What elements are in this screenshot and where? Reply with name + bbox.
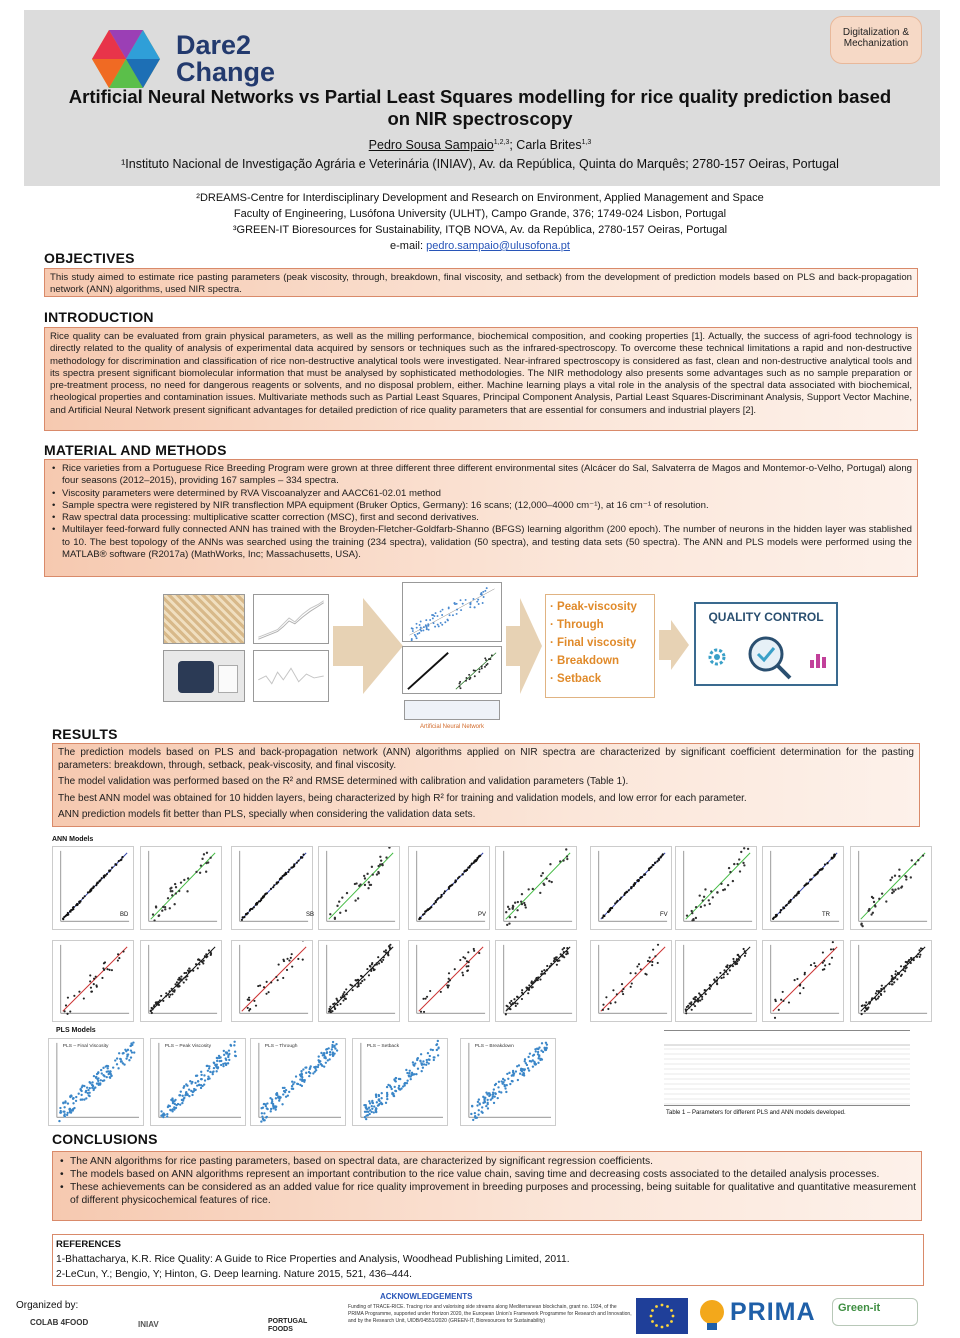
logo-wordmark: Dare2 Change bbox=[176, 30, 276, 87]
objectives-heading: OBJECTIVES bbox=[44, 250, 135, 266]
ann-scatter-top bbox=[402, 582, 502, 642]
ann-architecture-image bbox=[404, 700, 500, 720]
colab4food-logo: COLAB 4FOOD bbox=[30, 1318, 89, 1327]
reference-item: 2-LeCun, Y.; Bengio, Y; Hinton, G. Deep learning. Nature 2015, 521, 436–444. bbox=[56, 1269, 412, 1280]
parameter-item: · Setback bbox=[550, 673, 602, 685]
parameter-item: · Breakdown bbox=[550, 655, 620, 667]
ann-panel-tag: FV bbox=[660, 912, 668, 918]
gear-icon bbox=[706, 646, 728, 668]
svg-text:PLS – Final Viscosity: PLS – Final Viscosity bbox=[62, 1043, 109, 1049]
processed-spectra-plot bbox=[253, 650, 329, 702]
rice-grains-photo bbox=[163, 594, 245, 644]
parameter-item: · Peak-viscosity bbox=[550, 601, 637, 613]
introduction-box: Rice quality can be evaluated from grain physical parameters, as well as the milling performance, biochemical composition, and cooking properties [1]. Actually, the success of agri-food technology is directly related to the quality of analysis of experimental data acquired by sensors or techniques such as the infrared-spectroscopy. To overcome these technical limitations a rapid and non-destructive methodology for discrimination and classification of rice non-destructive analytical tools were investigated. Near-infrared spectroscopy is considered as fast, clean and non-destructive analytical tools and its spectra present significant biomolecular information that must be analysed by sophisticated methodologies. The NIR methodology also presents some advantages such as no sample preparation or pre-treatment process, no need for dangerous reagents or solvents, and no disposal problem, either. Machine learning plays a vital role in the analysis of the spectral data associated with biochemical, rheological properties and contamination issues. Multivariate methods such as Partial Least Squares, Principal Component Analysis, Partial Least Squares-Discriminant Analysis, Support Vector Machine, and Artificial Neural Network present significant advantages for detailed prediction of rice quality parameters that are essential for consumers and industrial players [2]. bbox=[44, 327, 918, 431]
flow-arrow-3-body bbox=[659, 630, 671, 660]
ann-test-plot bbox=[762, 940, 844, 1022]
methods-box bbox=[44, 459, 918, 577]
ann-training-plot bbox=[231, 846, 313, 930]
methods-item: • Multilayer feed-forward fully connected ANN has trained with the Broyden-Fletcher-Goldfarb-Shanno (BFGS) learning algorithm (200 epoch). The number of neurons in the hidden layer was stablished to 10. The best topology of the ANNs was searched using the training (234 spectra), validation (50 spectra), and testing data sets (50 spectra). The ANN and PLS models were performed using the MATLAB® software (R2017a) (MathWorks, Inc; Massachusetts, USA). bbox=[50, 524, 912, 561]
svg-text:PLS – Setback: PLS – Setback bbox=[366, 1043, 400, 1049]
methods-item: • Sample spectra were registered by NIR transflection MPA equipment (Bruker Optics, Germany): 16 scans; (12,000–4000 cm⁻¹), at 16 cm⁻¹ of resolution. bbox=[50, 500, 912, 512]
flow-arrow-2-body bbox=[506, 626, 520, 666]
quality-control-card: QUALITY CONTROL bbox=[694, 602, 838, 686]
conclusions-heading: CONCLUSIONS bbox=[52, 1131, 158, 1147]
acknowledgements-text: Funding of TRACE-RICE. Tracing rice and valorising side streams along Mediterranean blockchain, grant no. 1934, of the PRIMA Programme, supported under Horizon 2020, the European Union's Framework Programme for Research and Innovation, and by the Research Unit, UIDB/04551/2020 (GREEN-IT, Bioresources for Sustainability) bbox=[348, 1304, 632, 1324]
dare2change-logo bbox=[86, 24, 286, 94]
nir-equipment-photo bbox=[163, 650, 245, 702]
methods-item: • Rice varieties from a Portuguese Rice Breeding Program were grown at three different three different environmental sites (Alcácer do Sal, Salvaterra de Magos and Montemor-o-Velho, Portugal) along four seasons (2012–2015), providing 167 samples – 334 spectra. bbox=[50, 463, 912, 488]
pls-scatter-plot bbox=[150, 1038, 246, 1126]
methods-heading: MATERIAL AND METHODS bbox=[44, 442, 227, 458]
methods-item: • Raw spectral data processing: multiplicative scatter correction (MSC), first and second derivatives. bbox=[50, 512, 912, 524]
ann-panel-tag: BD bbox=[120, 912, 129, 918]
ann-test-plot bbox=[850, 940, 932, 1022]
ann-training-plot bbox=[762, 846, 844, 930]
parameter-item: · Through bbox=[550, 619, 604, 631]
organized-by-label: Organized by: bbox=[16, 1300, 79, 1311]
prima-bulb-icon bbox=[696, 1298, 728, 1332]
ann-test-plot bbox=[52, 940, 134, 1022]
ann-training-plot bbox=[675, 846, 757, 930]
ann-panel-tag: TR bbox=[822, 912, 830, 918]
pls-scatter-plot bbox=[460, 1038, 556, 1126]
iniav-logo: INIAV bbox=[138, 1320, 159, 1329]
eu-flag-icon bbox=[636, 1298, 688, 1334]
pls-scatter-plot bbox=[250, 1038, 346, 1126]
ann-test-plot bbox=[495, 940, 577, 1022]
raw-spectra-plot bbox=[253, 594, 329, 644]
references-box bbox=[52, 1234, 924, 1286]
magnifier-check-icon bbox=[740, 628, 796, 682]
svg-text:PLS – Through: PLS – Through bbox=[264, 1043, 298, 1049]
ann-regression-panels bbox=[402, 646, 502, 694]
affiliation-1: ¹Instituto Nacional de Investigação Agrária e Veterinária (INIAV), Av. da República, Quinta do Marquês; 2780-157 Oeiras, Portugal bbox=[121, 157, 839, 171]
conclusion-item: • These achievements can be considered as an added value for rice quality improvement in breeding purposes and processing, being suitable for qualitative and quantitative measurement of different physicochemical features of rice. bbox=[58, 1181, 916, 1207]
results-box: The prediction models based on PLS and back-propagation network (ANN) algorithms applied on NIR spectra are characterized by significant coefficient determination for the pasting parameters: breakdown, through, setback, peak-viscosity, and final viscosity. The model validation was performed based on the R² and RMSE determined with calibration and validation parameters (Table 1). The best ANN model was obtained for 10 hidden layers, being characterized by high R² for training and validation models, and low error for each parameter. ANN prediction models fit better than PLS, specially when considering the validation data sets. bbox=[52, 743, 920, 827]
hexagon-logo-icon bbox=[92, 30, 160, 88]
flow-arrow-1-icon bbox=[363, 598, 403, 694]
methods-item: • Viscosity parameters were determined by RVA Viscoanalyzer and AACC61-02.01 method bbox=[50, 488, 912, 500]
conclusions-box bbox=[52, 1151, 922, 1221]
email-link[interactable]: pedro.sampaio@ulusofona.pt bbox=[426, 240, 570, 252]
greenit-logo: Green-it bbox=[832, 1298, 918, 1326]
bar-chart-icon bbox=[808, 648, 830, 670]
prima-logo: PRIMA bbox=[696, 1296, 826, 1336]
results-heading: RESULTS bbox=[52, 726, 118, 742]
pls-scatter-plot bbox=[48, 1038, 144, 1126]
parameters-table bbox=[664, 1030, 910, 1106]
pasting-parameters-list bbox=[545, 594, 655, 698]
ann-panel-tag: SB bbox=[306, 912, 315, 918]
topic-badge: Digitalization & Mechanization bbox=[830, 16, 922, 64]
ann-test-plot bbox=[140, 940, 222, 1022]
portugal-foods-logo: PORTUGAL FOODS bbox=[268, 1318, 308, 1333]
svg-text:PLS – Peak Viscosity: PLS – Peak Viscosity bbox=[164, 1043, 212, 1049]
ann-training-plot bbox=[495, 846, 577, 930]
ann-training-plot bbox=[850, 846, 932, 930]
conclusion-item: • The models based on ANN algorithms represent an important contribution to the rice value chain, saving time and decreasing costs associated to the detailed analysis processes. bbox=[58, 1168, 916, 1181]
ann-test-plot bbox=[231, 940, 313, 1022]
parameter-item: · Final viscosity bbox=[550, 637, 637, 649]
affiliations: ²DREAMS-Centre for Interdisciplinary Development and Research on Environment, Applied Management and Space Faculty of Engineering, Lusófona University (ULHT), Campo Grande, 376; 1749-024 Lisbon, Portugal ³GREEN-IT Bioresources for Sustainability, ITQB NOVA, Av. da República, 2780-157 Oeiras, Portugal e-mail: pedro.sampaio@ulusofona.pt bbox=[196, 192, 764, 252]
introduction-heading: INTRODUCTION bbox=[44, 309, 154, 325]
table-caption: Table 1 – Parameters for different PLS and ANN models developed. bbox=[666, 1110, 846, 1116]
acknowledgements-heading: ACKNOWLEDGEMENTS bbox=[380, 1292, 473, 1301]
svg-text:PLS – Breakdown: PLS – Breakdown bbox=[474, 1043, 514, 1049]
table-lines bbox=[664, 1031, 910, 1107]
pls-models-label: PLS Models bbox=[56, 1027, 96, 1034]
flow-arrow-3-icon bbox=[671, 620, 689, 670]
ann-test-plot bbox=[318, 940, 400, 1022]
objectives-box: This study aimed to estimate rice pasting parameters (peak viscosity, through, breakdown, final viscosity, and setback) from the development of prediction models based on PLS and back-propagation network (ANN) algorithms, used NIR spectra. bbox=[44, 268, 918, 297]
flow-arrow-1-body bbox=[333, 626, 363, 666]
pls-scatter-plot bbox=[352, 1038, 448, 1126]
flow-arrow-2-icon bbox=[520, 598, 542, 694]
ann-test-plot bbox=[675, 940, 757, 1022]
poster-title: Artificial Neural Networks vs Partial Least Squares modelling for rice quality prediction based on NIR spectroscopy bbox=[68, 86, 892, 129]
ann-test-plot bbox=[408, 940, 490, 1022]
reference-item: 1-Bhattacharya, K.R. Rice Quality: A Guide to Rice Properties and Analysis, Woodhead Publishing Limited, 2011. bbox=[56, 1254, 570, 1265]
ann-models-label: ANN Models bbox=[52, 836, 94, 843]
references-heading: REFERENCES bbox=[56, 1239, 121, 1250]
ann-caption: Artificial Neural Network bbox=[419, 724, 485, 730]
conclusion-item: • The ANN algorithms for rice pasting parameters, based on spectral data, are characterized by significant regression coefficients. bbox=[58, 1155, 916, 1168]
ann-test-plot bbox=[590, 940, 672, 1022]
ann-panel-tag: PV bbox=[478, 912, 487, 918]
authors: Pedro Sousa Sampaio$^{1,2,3}$; Carla Brites$^{1,3}$ bbox=[368, 138, 592, 152]
ann-training-plot bbox=[140, 846, 222, 930]
ann-training-plot bbox=[318, 846, 400, 930]
